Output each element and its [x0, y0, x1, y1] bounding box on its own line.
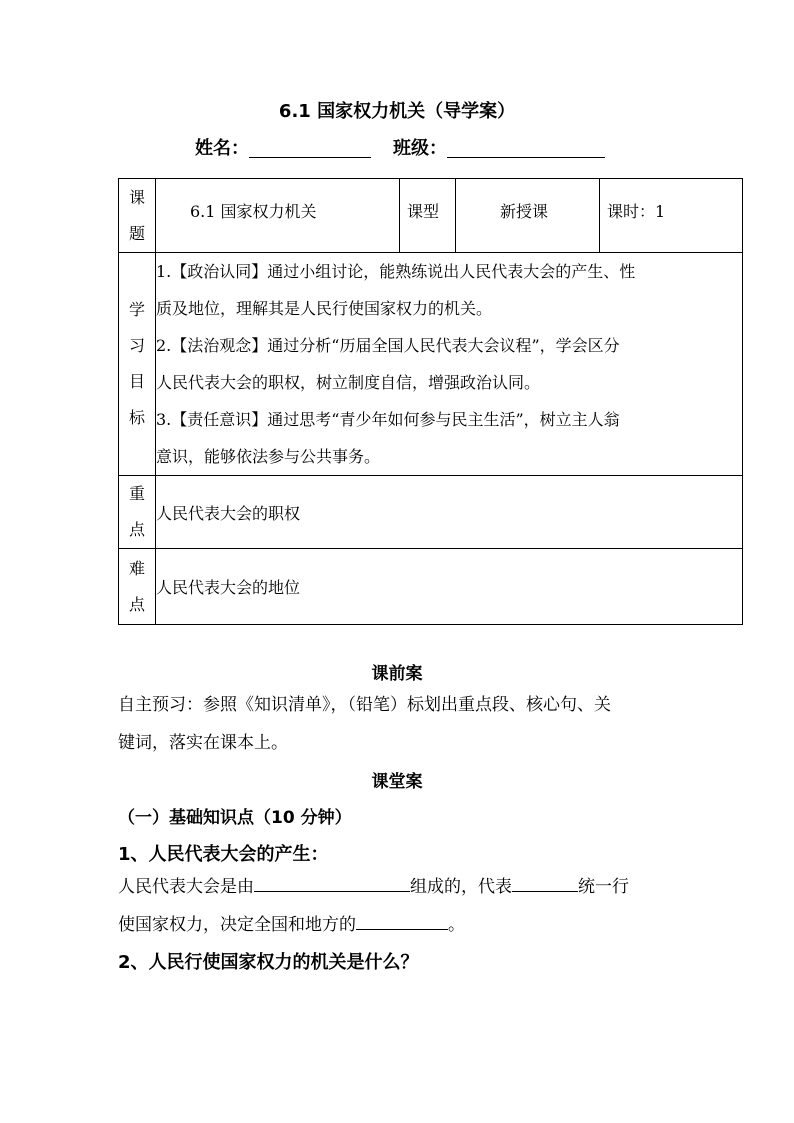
difficulty-label-cell: 难 点 — [119, 549, 156, 625]
goal-line: 质及地位，理解其是人民行使国家权力的机关。 — [156, 299, 493, 318]
goals-content — [156, 253, 743, 476]
table-row-topic — [119, 179, 743, 253]
goal-line: 1.【政治认同】通过小组讨论，能熟练说出人民代表大会的产生、性 — [156, 262, 636, 281]
goal-line: 2.【法治观念】通过分析“历届全国人民代表大会议程”，学会区分 — [156, 336, 620, 355]
type-label: 课型 — [400, 179, 456, 253]
type-value: 新授课 — [456, 179, 600, 253]
hours-value: 课时：1 — [600, 179, 743, 253]
question-1-line-2: 使国家权力，决定全国和地方的 。 — [118, 915, 465, 935]
student-info-line — [195, 134, 605, 160]
blank-1[interactable] — [254, 875, 410, 892]
question-2-title: 2、人民行使国家权力的机关是什么？ — [118, 952, 419, 973]
goal-line: 人民代表大会的职权，树立制度自信，增强政治认同。 — [156, 373, 541, 392]
document-title: 6.1 国家权力机关（导学案） — [278, 101, 516, 122]
goal-line: 意识，能够依法参与公共事务。 — [156, 447, 381, 466]
table-row-difficulty — [119, 549, 743, 625]
preclass-line-1: 自主预习：参照《知识清单》，（铅笔）标划出重点段、核心句、关 — [118, 695, 611, 715]
key-value: 人民代表大会的职权 — [156, 476, 743, 549]
table-row-key — [119, 476, 743, 549]
name-label: 姓名： — [195, 138, 249, 159]
lesson-info-table — [118, 178, 743, 625]
class-label: 班级： — [393, 138, 447, 159]
topic-value: 6.1 国家权力机关 — [156, 179, 400, 253]
key-label-cell: 重 点 — [119, 476, 156, 549]
table-row-goals — [119, 253, 743, 476]
question-1-line-1: 人民代表大会是由 组成的，代表 统一行 — [118, 877, 629, 897]
difficulty-value: 人民代表大会的地位 — [156, 549, 743, 625]
blank-3[interactable] — [356, 913, 448, 930]
topic-label-cell: 课 题 — [119, 179, 156, 253]
part-one-heading: （一）基础知识点（10 分钟） — [118, 808, 352, 828]
question-1-title: 1、人民代表大会的产生： — [118, 844, 329, 865]
inclass-heading: 课堂案 — [371, 772, 423, 792]
preclass-line-2: 键词，落实在课本上。 — [118, 733, 288, 753]
preclass-heading: 课前案 — [371, 664, 423, 684]
goal-line: 3.【责任意识】通过思考“青少年如何参与民主生活”，树立主人翁 — [156, 410, 620, 429]
goals-label-cell: 学 习 目 标 — [119, 253, 156, 476]
blank-2[interactable] — [512, 875, 578, 892]
class-blank[interactable] — [447, 137, 605, 158]
name-blank[interactable] — [249, 137, 371, 158]
